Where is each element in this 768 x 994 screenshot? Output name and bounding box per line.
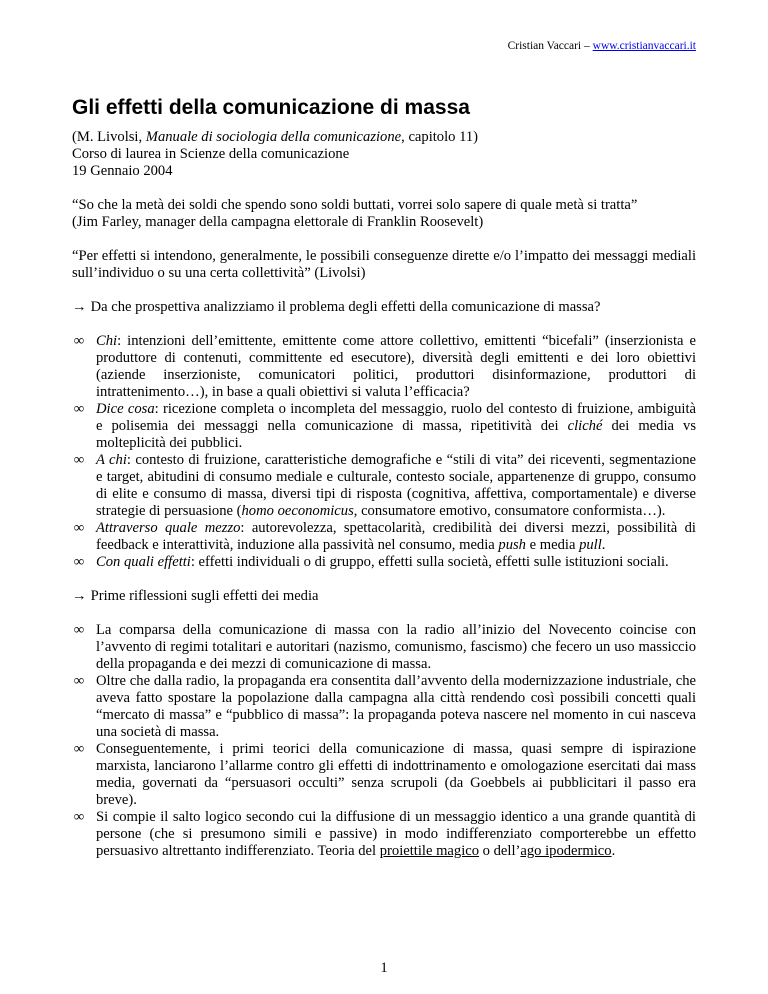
item-emphasis: pull (579, 537, 602, 553)
bullet-icon: ∞ (73, 520, 85, 536)
bullet-icon: ∞ (73, 741, 85, 757)
item-text: o dell’ (479, 843, 521, 859)
source-info (72, 129, 696, 180)
section2-list (72, 622, 696, 860)
quote-livolsi (72, 248, 696, 282)
page-header (508, 40, 696, 52)
item-text: : autorevolezza, spettacolarità, credibilità dei diversi mezzi, possibilità di feedback e interattività, induzione alla passività nel consumo, media (96, 520, 696, 553)
book-title: Manuale di sociologia della comunicazione (145, 129, 402, 145)
quote-farley (72, 197, 696, 231)
term-hypodermic-needle: ago ipodermico (520, 843, 612, 859)
bullet-icon: ∞ (73, 673, 85, 689)
list-item (72, 333, 696, 401)
quote-livolsi-text: “Per effetti si intendono, generalmente, le possibili conseguenze dirette e/o l’impatto dei messaggi mediali sull’individuo o su una certa collettività” (Livolsi) (72, 248, 696, 281)
item-text: . (601, 537, 606, 553)
bullet-icon: ∞ (73, 622, 85, 638)
bullet-icon: ∞ (73, 401, 85, 417)
document-title: Gli effetti della comunicazione di massa (72, 96, 470, 119)
page-number: 1 (380, 960, 388, 976)
item-term: Chi (96, 333, 118, 349)
item-term: A chi (96, 452, 127, 468)
list-item (72, 554, 696, 571)
item-text: : intenzioni dell’emittente, emittente come attore collettivo, emittenti “bicefali” (inserzionista e produttore di contenuti, committente ed esecutore), diversità degli emittenti e dei loro obiettivi (aziende inserzioniste, comunicatori politici, produttori disinformazione, produttori di intrattenimento…), in base a quali obiettivi si valuta l’efficacia? (96, 333, 696, 400)
section1-heading (72, 299, 696, 316)
document-date: 19 Gennaio 2004 (72, 163, 173, 179)
arrow-icon: → (72, 299, 87, 315)
item-term: Dice cosa (96, 401, 155, 417)
bullet-icon: ∞ (73, 452, 85, 468)
item-emphasis: cliché (567, 418, 603, 434)
item-term: Con quali effetti (96, 554, 191, 570)
bullet-icon: ∞ (73, 809, 85, 825)
list-item (72, 622, 696, 673)
quote-farley-attribution: (Jim Farley, manager della campagna elettorale di Franklin Roosevelt) (72, 214, 484, 230)
item-text: : contesto di fruizione, caratteristiche demografiche e “stili di vita” dei riceventi, segmentazione e target, abitudini di consumo mediale e culturale, contesto sociale, appartenenze di gruppo, consumo di elite e consumo di massa, diversi tipi di risposta (cognitiva, affettiva, comportamentale) e diverse strategie di persuasione ( (96, 452, 696, 519)
quote-farley-text: “So che la metà dei soldi che spendo sono soldi buttati, vorrei solo sapere di quale metà si tratta” (72, 197, 638, 213)
item-text: dei media vs molteplicità dei pubblici. (96, 418, 696, 451)
item-text: : ricezione completa o incompleta del messaggio, ruolo del contesto di fruizione, ambiguità e polisemia dei messaggi nella comunicazione di massa, ripetitività dei (96, 401, 696, 434)
item-text: e media (525, 537, 580, 553)
course-name: Corso di laurea in Scienze della comunicazione (72, 146, 350, 162)
item-text: La comparsa della comunicazione di massa con la radio all’inizio del Novecento coincise con l’avvento di regimi totalitari e autoritari (nazismo, comunismo, fascismo) che fecero un uso massiccio della propaganda e dei mezzi di comunicazione di massa. (96, 622, 696, 672)
item-emphasis: push (498, 537, 526, 553)
section1-list (72, 333, 696, 571)
citation-prefix: (M. Livolsi, (72, 129, 146, 145)
item-emphasis: homo oeconomicus (241, 503, 354, 519)
bullet-icon: ∞ (73, 333, 85, 349)
document-body (72, 96, 696, 877)
citation-suffix: , capitolo 11) (401, 129, 479, 145)
item-text: , consumatore emotivo, consumatore conformista…). (353, 503, 666, 519)
item-text: . (611, 843, 616, 859)
section1-heading-text: Da che prospettiva analizziamo il problema degli effetti della comunicazione di massa? (90, 299, 601, 315)
header-author: Cristian Vaccari – (507, 40, 593, 52)
list-item (72, 452, 696, 520)
bullet-icon: ∞ (73, 554, 85, 570)
list-item (72, 401, 696, 452)
term-magic-bullet: proiettile magico (379, 843, 480, 859)
list-item (72, 673, 696, 741)
section2-heading-text: Prime riflessioni sugli effetti dei media (90, 588, 319, 604)
item-text: Oltre che dalla radio, la propaganda era consentita dall’avvento della modernizzazione industriale, che aveva fatto spostare la popolazione dalla campagna alla città rendendo così possibili concetti quali “mercato di massa” e “pubblico di massa”: la propaganda poteva nascere nel momento in cui nasceva una società di massa. (96, 673, 696, 740)
source-citation (72, 129, 696, 146)
item-term: Attraverso quale mezzo (96, 520, 241, 536)
list-item (72, 520, 696, 554)
item-text: : effetti individuali o di gruppo, effetti sulla società, effetti sulle istituzioni sociali. (190, 554, 669, 570)
item-text: Si compie il salto logico secondo cui la diffusione di un messaggio identico a una grande quantità di persone (che si presumono simili e passive) in modo indifferenziato comporterebbe un effetto persuasivo altrettanto indifferenziato. Teoria del (96, 809, 696, 859)
list-item (72, 741, 696, 809)
header-website-link[interactable]: www.cristianvaccari.it (592, 40, 696, 52)
section2-heading (72, 588, 696, 605)
list-item (72, 809, 696, 860)
item-text: Conseguentemente, i primi teorici della comunicazione di massa, quasi sempre di ispirazione marxista, lanciarono l’allarme contro gli effetti di indottrinamento e omologazione esercitati dai mass media, governati da “persuasori occulti” senza scrupoli (da Goebbels ai pubblicitari il passo era breve). (96, 741, 696, 808)
arrow-icon: → (72, 588, 87, 604)
